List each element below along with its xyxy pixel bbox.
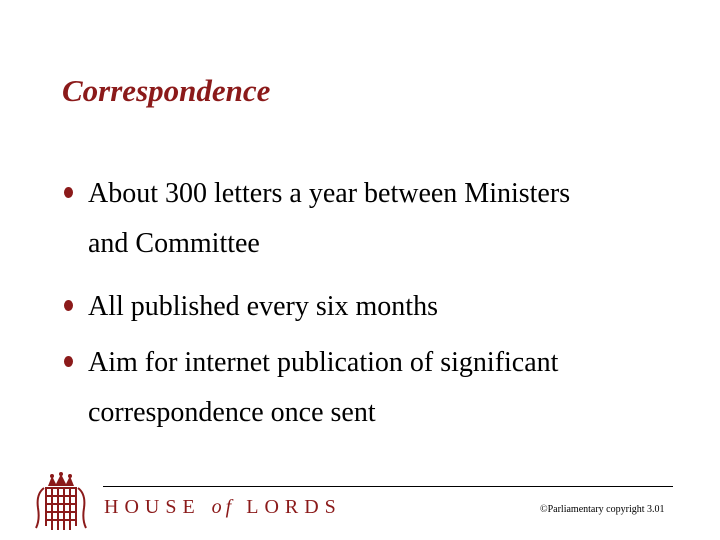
bullet-item bbox=[60, 165, 680, 279]
copyright-notice: ©Parliamentary copyright 3.01 bbox=[540, 504, 665, 515]
bullet-dot-icon bbox=[64, 300, 73, 311]
wordmark-house: HOUSE bbox=[104, 496, 201, 518]
bullet-text-line: All published every six months bbox=[88, 291, 438, 322]
bullet-text-line: Aim for internet publication of significant bbox=[88, 347, 559, 378]
house-of-lords-wordmark bbox=[104, 496, 342, 519]
bullet-item bbox=[60, 334, 680, 448]
bullet-list bbox=[60, 172, 680, 454]
wordmark-lords: LORDS bbox=[246, 496, 342, 518]
bullet-item bbox=[60, 278, 680, 335]
bullet-text-line: About 300 letters a year between Ministers bbox=[88, 178, 571, 209]
bullet-dot-icon bbox=[64, 187, 73, 198]
wordmark-of: of bbox=[211, 496, 236, 518]
footer-divider bbox=[103, 486, 673, 487]
portcullis-crest-icon bbox=[30, 472, 92, 532]
bullet-text-line: and Committee bbox=[88, 228, 260, 259]
bullet-text-line: correspondence once sent bbox=[88, 397, 376, 428]
bullet-dot-icon bbox=[64, 356, 73, 367]
slide-title: Correspondence bbox=[62, 73, 271, 108]
